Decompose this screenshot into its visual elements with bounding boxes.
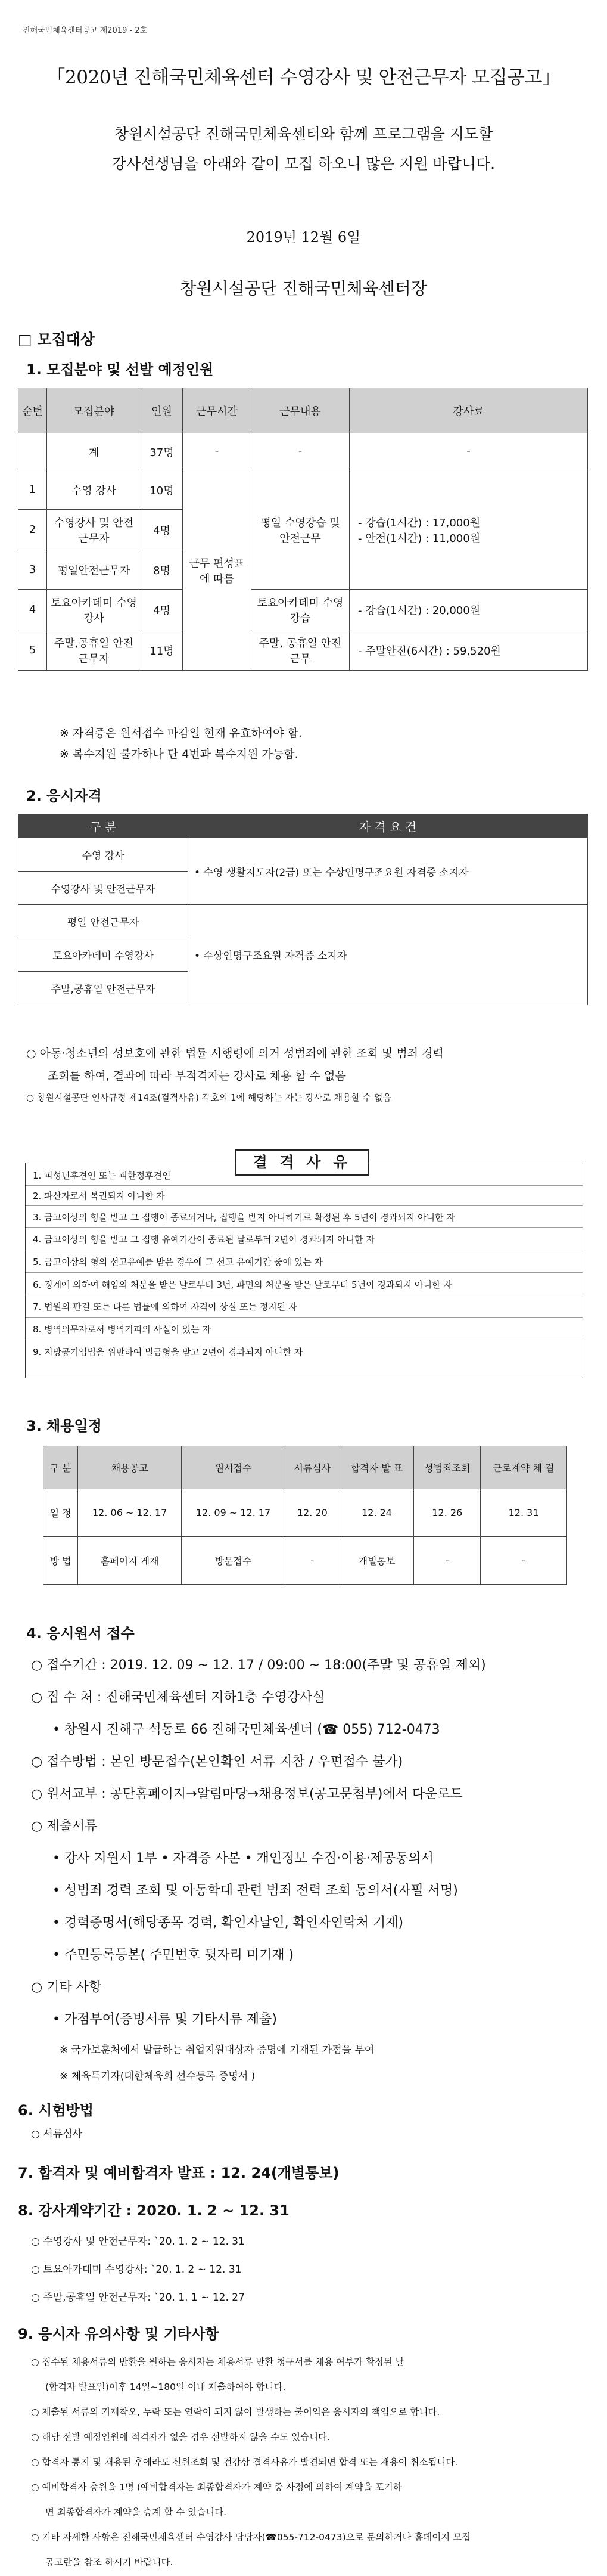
row-2-field: 수영강사 및 안전근무자 bbox=[47, 510, 141, 550]
docs-title: ○ 제출서류 bbox=[31, 1819, 98, 1834]
th-s-category: 구 분 bbox=[43, 1446, 78, 1489]
th-s-check: 성범죄조회 bbox=[414, 1446, 481, 1489]
notice-1a: ○ 접수된 채용서류의 반환을 원하는 응시자는 채용서류 반환 청구서를 채용 여부가 확정된 날 bbox=[31, 2357, 404, 2367]
section-3-title: 3. 채용일정 bbox=[26, 1418, 102, 1434]
total-empty bbox=[18, 433, 47, 470]
notice-3: ○ 해당 선발 예정인원에 적격자가 없을 경우 선발하지 않을 수도 있습니다. bbox=[31, 2432, 330, 2442]
row-5-field: 주말,공휴일 안전근무자 bbox=[47, 630, 141, 671]
note-sex-crime-1: ○ 아동·청소년의 성보호에 관한 법률 시행령에 의거 성범죄에 관한 조회 및 범죄 경력 bbox=[26, 1047, 444, 1060]
row-4-count: 4명 bbox=[141, 590, 183, 630]
disqualification-title: 결 격 사 유 bbox=[235, 1149, 369, 1176]
group-weekend-safety: 주말,공휴일 안전근무자 bbox=[18, 972, 188, 1005]
apply-form: ○ 원서교부 : 공단홈페이지→알림마당→채용정보(공고문첨부)에서 다운로드 bbox=[31, 1787, 463, 1802]
disqualification-box bbox=[25, 1163, 583, 1378]
section-4-title: 4. 응시원서 접수 bbox=[26, 1625, 135, 1642]
section-2-title: 2. 응시자격 bbox=[26, 788, 102, 804]
notice-5b: 면 최종합격자가 계약을 승계 할 수 있습니다. bbox=[45, 2507, 227, 2518]
etc-note-1: ※ 국가보훈처에서 발급하는 취업지원대상자 증명에 기재된 가점을 부여 bbox=[60, 2044, 375, 2056]
total-count: 37명 bbox=[141, 433, 183, 470]
disq-line-5: 5. 금고이상의 형의 선고유예를 받은 경우에 그 선고 유예기간 중에 있는 자 bbox=[33, 1257, 323, 1267]
note-sex-crime-2: 조회를 하여, 결과에 따라 부적격자는 강사로 채용 할 수 없음 bbox=[48, 1070, 346, 1083]
intro-line-2: 강사선생님을 아래와 같이 모집 하오니 많은 지원 바랍니다. bbox=[111, 155, 496, 172]
sched-date-label: 일 정 bbox=[43, 1489, 78, 1537]
row-1-no: 1 bbox=[18, 470, 47, 510]
group-coach-safety: 수영강사 및 안전근무자 bbox=[18, 872, 188, 905]
qualification-table bbox=[18, 814, 588, 1005]
th-s-review: 서류심사 bbox=[285, 1446, 340, 1489]
docs-line-2: • 성범죄 경력 조회 및 아동학대 관련 범죄 전력 조회 동의서(자필 서명) bbox=[52, 1883, 458, 1898]
work-time: 근무 편성표에 따름 bbox=[183, 470, 251, 671]
etc-note-2: ※ 체육특기자(대한체육회 선수등록 증명서 ) bbox=[60, 2070, 256, 2082]
note-license: ※ 자격증은 원서접수 마감일 현재 유효하여야 함. bbox=[60, 727, 302, 740]
th-s-application: 원서접수 bbox=[182, 1446, 285, 1489]
section-1-title: 1. 모집분야 및 선발 예정인원 bbox=[26, 361, 214, 378]
apply-method: ○ 접수방법 : 본인 방문접수(본인확인 서류 지참 / 우편접수 불가) bbox=[31, 1754, 403, 1769]
page-title: 「2020년 진해국민체육센터 수영강사 및 안전근무자 모집공고」 bbox=[46, 67, 561, 88]
schedule-table bbox=[43, 1446, 567, 1585]
requirement-safety: • 수상인명구조요원 자격증 소지자 bbox=[188, 905, 588, 1005]
sched-method-check: - bbox=[414, 1537, 481, 1585]
notice-6a: ○ 기타 자세한 사항은 진해국민체육센터 수영강사 담당자(☎055-712-0473)으로 문의하거나 홈페이지 모집 bbox=[31, 2532, 471, 2543]
section-7-title: 7. 합격자 및 예비합격자 발표 : 12. 24(개별통보) bbox=[18, 2165, 340, 2181]
fee-weekend: - 주말안전(6시간) : 59,520원 bbox=[350, 630, 588, 671]
etc-title: ○ 기타 사항 bbox=[31, 1980, 102, 1995]
row-4-no: 4 bbox=[18, 590, 47, 630]
announce-date: 2019년 12월 6일 bbox=[246, 229, 361, 246]
row-5-count: 11명 bbox=[141, 630, 183, 671]
row-4-field: 토요아카데미 수영 강사 bbox=[47, 590, 141, 630]
contract-coach: ○ 수영강사 및 안전근무자: `20. 1. 2 ~ 12. 31 bbox=[31, 2236, 245, 2248]
total-dash-2: - bbox=[251, 433, 350, 470]
th-requirement: 자 격 요 건 bbox=[188, 814, 588, 838]
row-3-field: 평일안전근무자 bbox=[47, 550, 141, 590]
th-field: 모집분야 bbox=[47, 388, 141, 433]
apply-place: ○ 접 수 처 : 진해국민체육센터 지하1층 수영강사실 bbox=[31, 1690, 325, 1705]
disq-line-9: 9. 지방공기업법을 위반하여 벌금형을 받고 2년이 경과되지 아니한 자 bbox=[33, 1347, 303, 1357]
group-swim-coach: 수영 강사 bbox=[18, 838, 188, 872]
fee-weekday bbox=[350, 470, 588, 590]
disq-line-7: 7. 법원의 판결 또는 다른 법률에 의하여 자격이 상실 또는 정지된 자 bbox=[33, 1301, 297, 1312]
intro-line-1: 창원시설공단 진해국민체육센터와 함께 프로그램을 지도할 bbox=[114, 125, 493, 142]
fee-lesson: - 강습(1시간) : 17,000원 bbox=[358, 516, 481, 529]
section-recruit-target: □ 모집대상 bbox=[18, 331, 95, 348]
sched-method-review: - bbox=[285, 1537, 340, 1585]
row-3-no: 3 bbox=[18, 550, 47, 590]
row-2-no: 2 bbox=[18, 510, 47, 550]
fee-safety: - 안전(1시간) : 11,000원 bbox=[358, 532, 481, 545]
th-category: 구 분 bbox=[18, 814, 188, 838]
exam-method: ○ 서류심사 bbox=[31, 2128, 82, 2140]
th-s-contract: 근로계약 체 결 bbox=[481, 1446, 567, 1489]
etc-item: • 가점부여(증빙서류 및 기타서류 제출) bbox=[52, 2012, 277, 2027]
notice-4: ○ 합격자 통지 및 채용된 후에라도 신원조회 및 건강상 결격사유가 발견되면 합격 또는 채용이 취소됩니다. bbox=[31, 2457, 458, 2467]
note-multiple: ※ 복수지원 불가하나 단 4번과 복수지원 가능함. bbox=[60, 748, 298, 761]
apply-period: ○ 접수기간 : 2019. 12. 09 ~ 12. 17 / 09:00 ~ 18:00(주말 및 공휴일 제외) bbox=[31, 1658, 486, 1673]
recruit-table bbox=[18, 388, 588, 671]
row-3-count: 8명 bbox=[141, 550, 183, 590]
row-1-field: 수영 강사 bbox=[47, 470, 141, 510]
sched-date-announce: 12. 24 bbox=[340, 1489, 414, 1537]
notice-2: ○ 제출된 서류의 기재착오, 누락 또는 연락이 되지 않아 발생하는 불이익은 응시자의 책임으로 합니다. bbox=[31, 2407, 440, 2417]
disq-line-4: 4. 금고이상의 형을 받고 그 집행 유예기간이 종료된 날로부터 2년이 경과되지 아니한 자 bbox=[33, 1234, 375, 1245]
row-5-no: 5 bbox=[18, 630, 47, 671]
contract-weekend: ○ 주말,공휴일 안전근무자: `20. 1. 1 ~ 12. 27 bbox=[31, 2292, 245, 2304]
section-6-title: 6. 시험방법 bbox=[18, 2102, 94, 2119]
notice-1b: (합격자 발표일)이후 14일~180일 이내 제출하여야 합니다. bbox=[45, 2382, 286, 2392]
sched-date-check: 12. 26 bbox=[414, 1489, 481, 1537]
sched-date-review: 12. 20 bbox=[285, 1489, 340, 1537]
sched-method-announce: 개별통보 bbox=[340, 1537, 414, 1585]
section-8-title: 8. 강사계약기간 : 2020. 1. 2 ~ 12. 31 bbox=[18, 2202, 290, 2219]
sched-method-notice: 홈페이지 게재 bbox=[78, 1537, 182, 1585]
row-1-count: 10명 bbox=[141, 470, 183, 510]
group-academy-coach: 토요아카데미 수영강사 bbox=[18, 938, 188, 972]
section-9-title: 9. 응시자 유의사항 및 기타사항 bbox=[18, 2326, 219, 2342]
sched-method-label: 방 법 bbox=[43, 1537, 78, 1585]
content-weekend: 주말, 공휴일 안전근무 bbox=[251, 630, 350, 671]
sched-method-application: 방문접수 bbox=[182, 1537, 285, 1585]
total-dash-3: - bbox=[350, 433, 588, 470]
sched-method-contract: - bbox=[481, 1537, 567, 1585]
notice-6b: 공고란을 참조 하시기 바랍니다. bbox=[45, 2557, 173, 2568]
requirement-coach: • 수영 생활지도자(2급) 또는 수상인명구조요원 자격증 소지자 bbox=[188, 838, 588, 905]
disq-line-2: 2. 파산자로서 복권되지 아니한 자 bbox=[33, 1191, 165, 1201]
sched-date-application: 12. 09 ~ 12. 17 bbox=[182, 1489, 285, 1537]
disq-line-3: 3. 금고이상의 형을 받고 그 집행이 종료되거나, 집행을 받지 아니하기로 확정된 후 5년이 경과되지 아니한 자 bbox=[33, 1212, 455, 1223]
sched-date-contract: 12. 31 bbox=[481, 1489, 567, 1537]
docs-line-3: • 경력증명서(해당종목 경력, 확인자날인, 확인자연락처 기재) bbox=[52, 1915, 404, 1930]
contract-academy: ○ 토요아카데미 수영강사: `20. 1. 2 ~ 12. 31 bbox=[31, 2264, 242, 2276]
th-s-notice: 채용공고 bbox=[78, 1446, 182, 1489]
disq-line-1: 1. 피성년후견인 또는 피한정후견인 bbox=[33, 1170, 171, 1181]
notice-5a: ○ 예비합격자 충원을 1명 (예비합격자는 최종합격자가 계약 중 사정에 의하여 계약을 포기하 bbox=[31, 2482, 402, 2493]
th-time: 근무시간 bbox=[183, 388, 251, 433]
row-2-count: 4명 bbox=[141, 510, 183, 550]
disq-line-6: 6. 징계에 의하여 해임의 처분을 받은 날로부터 3년, 파면의 처분을 받은 날로부터 5년이 경과되지 아니한 자 bbox=[33, 1279, 452, 1290]
th-count: 인원 bbox=[141, 388, 183, 433]
total-dash-1: - bbox=[183, 433, 251, 470]
th-fee: 강사료 bbox=[350, 388, 588, 433]
th-s-announce: 합격자 발 표 bbox=[340, 1446, 414, 1489]
total-label: 계 bbox=[47, 433, 141, 470]
apply-address: • 창원시 진해구 석동로 66 진해국민체육센터 (☎ 055) 712-0473 bbox=[52, 1722, 440, 1737]
group-weekday-safety: 평일 안전근무자 bbox=[18, 905, 188, 938]
organization-name: 창원시설공단 진해국민체육센터장 bbox=[180, 278, 427, 298]
th-content: 근무내용 bbox=[251, 388, 350, 433]
content-weekday: 평일 수영강습 및 안전근무 bbox=[251, 470, 350, 590]
note-regulation: ○ 창원시설공단 인사규정 제14조(결격사유) 각호의 1에 해당하는 자는 강사로 채용할 수 없음 bbox=[26, 1092, 392, 1103]
docs-line-1: • 강사 지원서 1부 • 자격증 사본 • 개인정보 수집·이용·제공동의서 bbox=[52, 1851, 434, 1866]
disq-line-8: 8. 병역의무자로서 병역기피의 사실이 있는 자 bbox=[33, 1324, 211, 1335]
content-academy: 토요아카데미 수영강습 bbox=[251, 590, 350, 630]
fee-academy: - 강습(1시간) : 20,000원 bbox=[350, 590, 588, 630]
docs-line-4: • 주민등록등본( 주민번호 뒷자리 미기재 ) bbox=[52, 1948, 294, 1963]
th-no: 순번 bbox=[18, 388, 47, 433]
doc-number: 진해국민체육센터공고 제2019 - 2호 bbox=[23, 26, 148, 35]
sched-date-notice: 12. 06 ~ 12. 17 bbox=[78, 1489, 182, 1537]
